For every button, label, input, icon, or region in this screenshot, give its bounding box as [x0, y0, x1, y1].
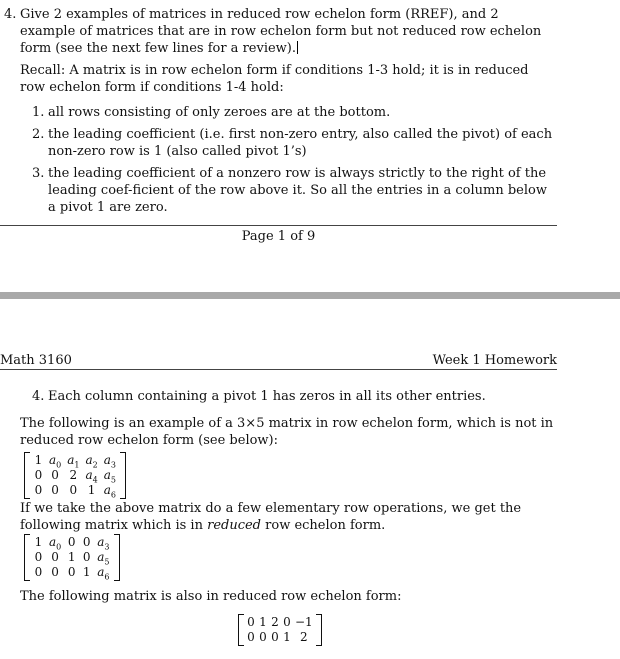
rref-example-intro: If we take the above matrix do a few elementary row operations, we get the following matrix which is in reduced row echelon form.: [20, 501, 522, 533]
matrix-entry: $a_0$: [49, 535, 62, 552]
question-4: [4, 6, 556, 57]
matrix-rref-example: [24, 534, 120, 581]
matrix-entry: $a_1$: [67, 453, 80, 470]
matrix-entry: 1: [82, 565, 91, 579]
matrix-entry: 1: [34, 535, 43, 549]
conditions-list: [32, 104, 556, 221]
matrix-row: [31, 565, 113, 580]
matrix-entry: $a_2$: [85, 453, 98, 470]
matrix-entry: 0: [34, 468, 43, 482]
matrix-entry: $a_6$: [97, 565, 110, 582]
page-gap: [0, 292, 620, 299]
right-bracket: [316, 614, 322, 646]
matrix-entry: 1: [87, 483, 96, 497]
matrix-entry: 0: [82, 535, 91, 549]
matrix-entry: 0: [51, 565, 59, 579]
matrix-row: [31, 453, 119, 468]
matrix-entry: 0: [271, 630, 279, 644]
ref-example-intro: The following is an example of a 3×5 matrix in row echelon form, which is not in reduced row echelon form (see below):: [20, 416, 554, 448]
matrix-entry: $a_5$: [97, 550, 110, 567]
footer-rule: [0, 225, 557, 226]
matrix-entry: 2: [300, 630, 308, 644]
matrix-entry: $a_6$: [103, 483, 116, 500]
condition-4: [32, 388, 556, 405]
matrix-entry: $a_3$: [103, 453, 116, 470]
matrix-entry: 0: [51, 468, 59, 482]
condition-2: 2. the leading coefficient (i.e. first non-zero entry, also called the pivot) of each non-zero row is 1 (also called pivot 1’s): [32, 127, 553, 159]
matrix-row: [31, 550, 113, 565]
matrix-entry: 0: [247, 630, 255, 644]
matrix-entry: 0: [247, 615, 255, 629]
matrix-entry: $a_5$: [103, 468, 116, 485]
condition-4-text: Each column containing a pivot 1 has zeros in all its other entries.: [48, 389, 486, 404]
left-bracket: [24, 534, 30, 581]
page-1-bottom: [0, 0, 620, 294]
matrix-entry: 0: [51, 550, 59, 564]
page-number: Page 1 of 9: [241, 229, 316, 244]
matrix-row: [31, 483, 119, 498]
matrix-entry: 0: [67, 535, 76, 549]
condition-3: 3. the leading coefficient of a nonzero row is always strictly to the right of the leading coef-ficient of the row above it. So all the entries in a column below a pivot 1 are zero.: [32, 166, 547, 215]
matrix-entry: 0: [283, 615, 291, 629]
header-course: Math 3160: [0, 353, 72, 368]
condition-4-number: 4.: [32, 389, 45, 404]
matrix-entry: 0: [34, 565, 43, 579]
matrix-row: [245, 630, 315, 645]
matrix-entry: 2: [69, 468, 78, 482]
matrix-also-rref: [238, 614, 322, 646]
also-rref-intro: The following matrix is also in reduced row echelon form:: [20, 589, 402, 604]
left-bracket: [24, 452, 30, 499]
right-bracket: [120, 452, 126, 499]
left-bracket: [238, 614, 244, 646]
header-week: Week 1 Homework: [432, 353, 557, 368]
matrix-entry: 1: [259, 615, 267, 629]
matrix-entry: 0: [34, 483, 43, 497]
matrix-entry: 0: [34, 550, 43, 564]
right-bracket: [114, 534, 120, 581]
matrix-entry: 2: [271, 615, 279, 629]
condition-1: 1. all rows consisting of only zeroes are at the bottom.: [32, 105, 391, 120]
question-text[interactable]: Give 2 examples of matrices in reduced row echelon form (RREF), and 2 example of matrices that are in row echelon form but not reduced row echelon form (see the next few lines for a review).: [20, 7, 542, 56]
matrix-ref-example: [24, 452, 126, 499]
matrix-entry: 1: [283, 630, 291, 644]
matrix-entry: 0: [259, 630, 267, 644]
matrix-entry: 1: [67, 550, 76, 564]
matrix-entry: $a_0$: [49, 453, 62, 470]
matrix-entry: 0: [51, 483, 59, 497]
matrix-entry: 0: [67, 565, 76, 579]
emphasis-reduced: reduced: [207, 518, 262, 533]
matrix-entry: 0: [82, 550, 91, 564]
question-number: 4.: [4, 7, 17, 22]
matrix-row: [245, 615, 315, 630]
text-cursor: [297, 41, 298, 54]
matrix-row: [31, 468, 119, 483]
recall-paragraph: Recall: A matrix is in row echelon form if conditions 1-3 hold; it is in reduced row echelon form if conditions 1-4 hold:: [20, 63, 529, 95]
matrix-entry: −1: [295, 615, 313, 629]
matrix-entry: 1: [34, 453, 43, 467]
header-rule: [0, 369, 557, 370]
matrix-entry: 0: [69, 483, 78, 497]
matrix-entry: $a_4$: [85, 468, 98, 485]
matrix-row: [31, 535, 113, 550]
matrix-entry: $a_3$: [97, 535, 110, 552]
